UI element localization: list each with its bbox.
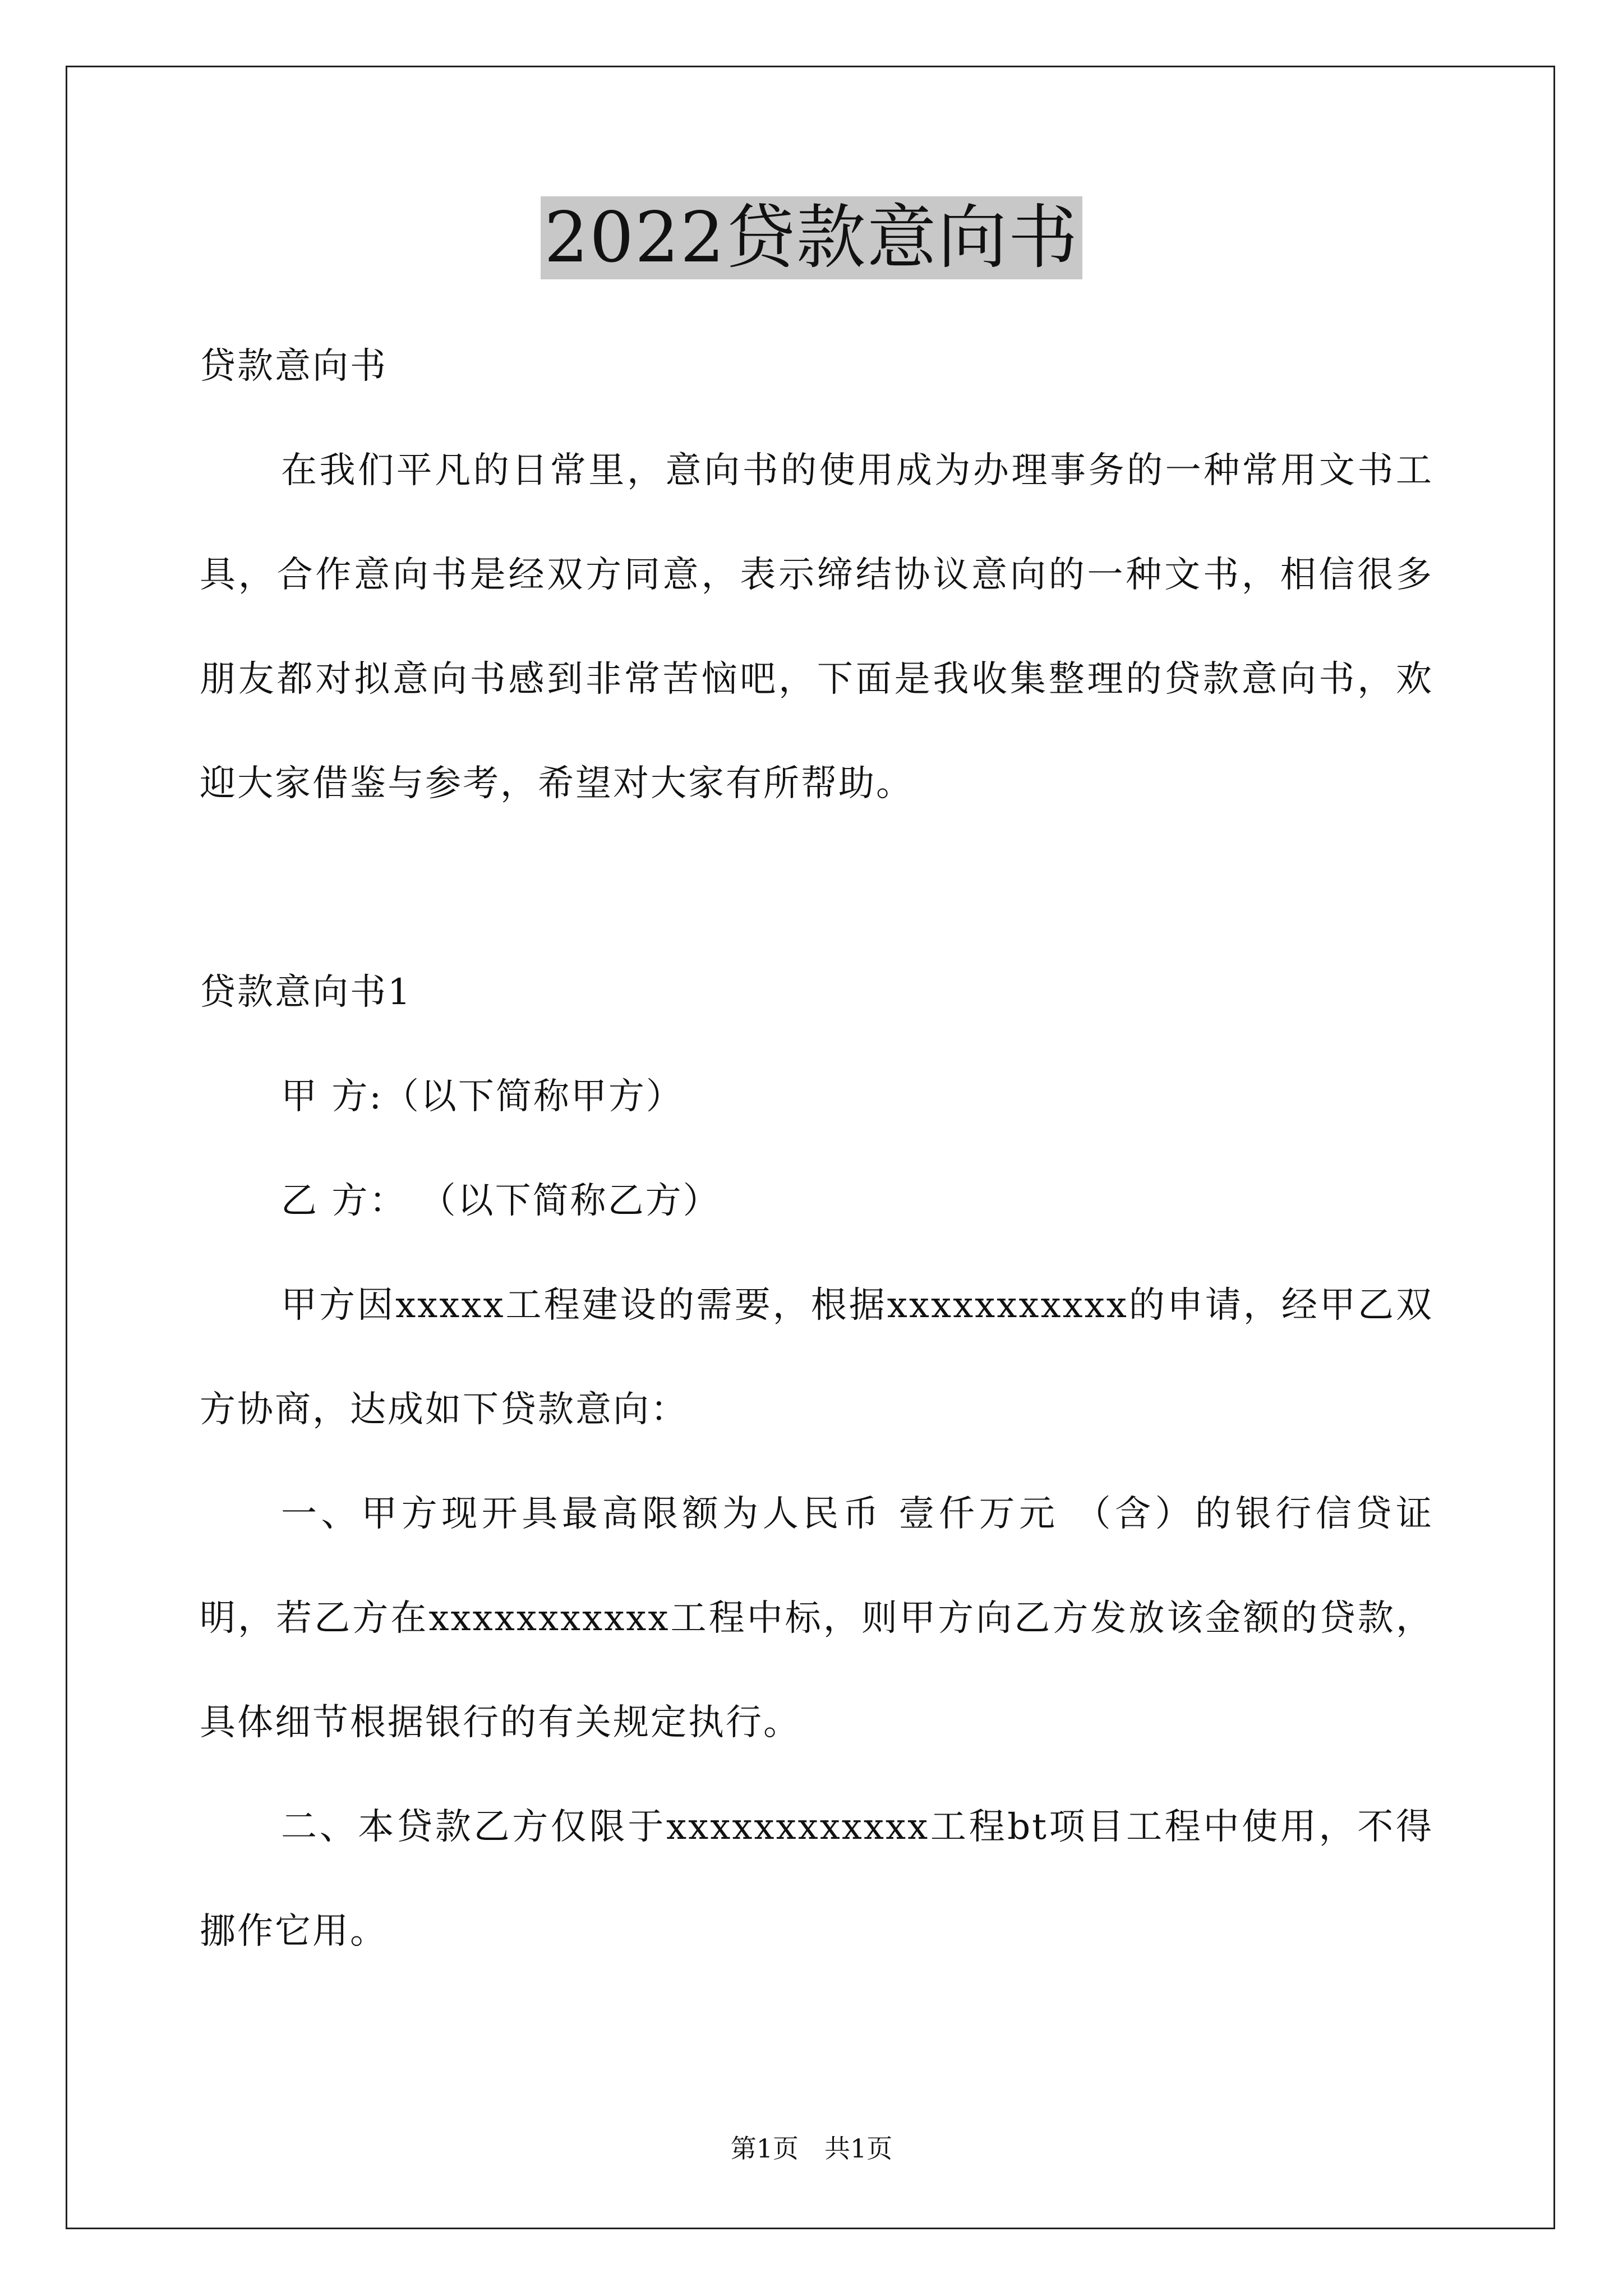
page-footer: 第1页 共1页 (730, 2133, 893, 2164)
intro-paragraph: 在我们平凡的日常里，意向书的使用成为办理事务的一种常用文书工具，合作意向书是经双方同意，表示缔结协议意向的一种文书，相信很多朋友都对拟意向书感到非常苦恼吧，下面是我收集整理的贷款意向书，欢迎大家借鉴与参考，希望对大家有所帮助。 (200, 450, 1433, 804)
document-title: 2022贷款意向书 (541, 196, 1082, 279)
clause-1: 一、甲方现开具最高限额为人民币 壹仟万元 （含）的银行信贷证明，若乙方在xxxxxxxxxxx工程中标，则甲方向乙方发放该金额的贷款，具体细节根据银行的有关规定执行。 (200, 1493, 1433, 1743)
clause-2: 二、本贷款乙方仅限于xxxxxxxxxxxx工程bt项目工程中使用，不得挪作它用。 (200, 1806, 1433, 1952)
party-b-line: 乙 方： （以下简称乙方） (281, 1180, 721, 1222)
document-body (200, 314, 1433, 1984)
section-heading-1: 贷款意向书1 (200, 972, 412, 1013)
agreement-paragraph: 甲方因xxxxx工程建设的需要，根据xxxxxxxxxxx的申请，经甲乙双方协商，达成如下贷款意向： (200, 1285, 1433, 1430)
section-heading-intro: 贷款意向书 (200, 346, 388, 387)
party-a-line: 甲 方:（以下简称甲方） (281, 1076, 684, 1117)
title-container (0, 196, 1623, 279)
